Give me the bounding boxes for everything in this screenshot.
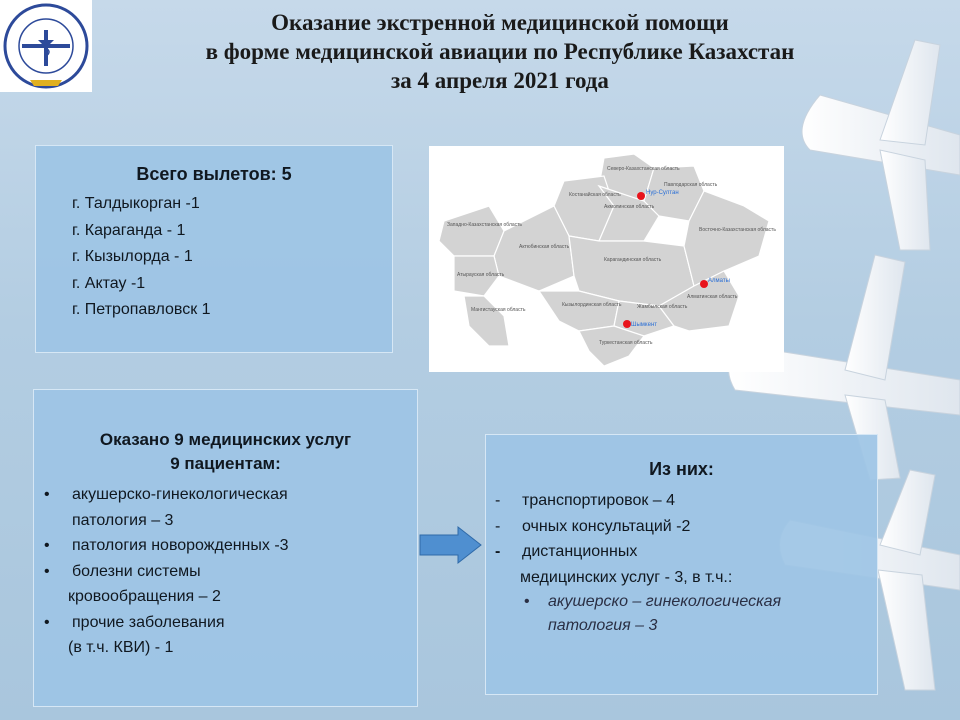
map-region-label: Алматинская область — [687, 294, 738, 300]
map-city-label: Алматы — [708, 278, 730, 284]
services-heading — [34, 428, 417, 476]
list-item-continuation: медицинских услуг - 3, в т.ч.: — [520, 568, 733, 586]
map-region-label: Западно-Казахстанская область — [447, 222, 523, 228]
breakdown-heading: Из них: — [649, 459, 714, 479]
flight-item: г. Кызылорда - 1 — [72, 248, 193, 265]
bullet-icon: • — [44, 537, 50, 554]
map-region-label: Мангистауская область — [471, 307, 526, 313]
list-item — [34, 533, 417, 559]
flight-item: г. Талдыкорган -1 — [72, 195, 200, 212]
map-marker — [700, 280, 708, 288]
logo — [0, 0, 92, 92]
page-title — [100, 8, 900, 95]
bullet-icon: • — [44, 613, 50, 631]
breakdown-box — [485, 434, 878, 695]
map-marker — [623, 320, 631, 328]
kazakhstan-map-graphic — [429, 146, 784, 372]
list-item-text: прочие заболевания — [72, 613, 225, 631]
map-region-label: Кызылординская область — [562, 302, 622, 308]
map-marker — [637, 192, 645, 200]
flight-item: г. Караганда - 1 — [72, 221, 186, 239]
map-region-label: Жамбылская область — [637, 304, 688, 310]
services-heading-line: 9 пациентам: — [170, 454, 281, 473]
list-item-text: патология – 3 — [72, 511, 174, 529]
kazakhstan-map — [429, 146, 784, 372]
map-region-label: Атырауская область — [457, 272, 505, 278]
list-item — [34, 559, 417, 610]
bullet-icon: • — [44, 562, 50, 580]
map-region-label: Костанайская область — [569, 192, 621, 198]
list-item-text: акушерско-гинекологическая — [72, 486, 288, 503]
list-item — [34, 482, 417, 533]
map-city-label: Нур-Султан — [646, 190, 679, 196]
dash-icon: - — [495, 543, 501, 560]
services-heading-line: Оказано 9 медицинских услуг — [99, 430, 352, 449]
bullet-icon: • — [524, 593, 530, 610]
map-city-label: Шымкент — [631, 322, 658, 328]
flight-item: г. Петропавловск 1 — [72, 301, 211, 318]
map-region — [684, 191, 769, 286]
sub-list-item-text: акушерско – гинекологическая — [548, 593, 782, 610]
sub-list-item — [486, 590, 877, 638]
map-region-label: Павлодарская область — [664, 182, 718, 188]
right-arrow-icon — [418, 525, 484, 565]
map-region-label: Актюбинская область — [519, 244, 570, 250]
title-line: в форме медицинской авиации по Республике Казахстан — [205, 39, 795, 64]
map-region-label: Восточно-Казахстанская область — [699, 227, 776, 233]
list-item — [486, 539, 877, 565]
dash-icon: - — [495, 517, 501, 535]
list-item-text: дистанционных — [522, 543, 638, 560]
list-item — [486, 488, 877, 514]
list-item-text: патология новорожденных -3 — [72, 537, 289, 554]
flights-box — [35, 145, 393, 353]
services-box — [33, 389, 418, 707]
sub-list-item-text: патология – 3 — [548, 617, 658, 634]
list-item-text: (в т.ч. КВИ) - 1 — [68, 639, 174, 656]
map-region-label: Акмолинская область — [604, 204, 655, 210]
flights-heading: Всего вылетов: 5 — [136, 164, 292, 184]
list-item — [486, 514, 877, 540]
list-item — [34, 610, 417, 661]
dash-icon: - — [495, 492, 501, 509]
flight-item: г. Актау -1 — [72, 274, 146, 292]
list-item-text: очных консультаций -2 — [522, 517, 691, 535]
title-line: за 4 апреля 2021 года — [391, 68, 609, 93]
map-region — [439, 206, 504, 256]
map-region-label: Карагандинская область — [604, 257, 662, 263]
list-item-text: кровообращения – 2 — [68, 588, 221, 605]
emergency-medical-logo-icon — [0, 0, 92, 92]
title-line: Оказание экстренной медицинской помощи — [271, 10, 729, 35]
list-item-text: транспортировок – 4 — [522, 492, 676, 509]
list-item-text: болезни системы — [72, 562, 201, 580]
map-region-label: Северо-Казахстанская область — [607, 166, 680, 172]
map-region — [464, 296, 509, 346]
map-region-label: Туркестанская область — [599, 340, 653, 346]
bullet-icon: • — [44, 486, 50, 503]
services-list — [34, 482, 417, 661]
